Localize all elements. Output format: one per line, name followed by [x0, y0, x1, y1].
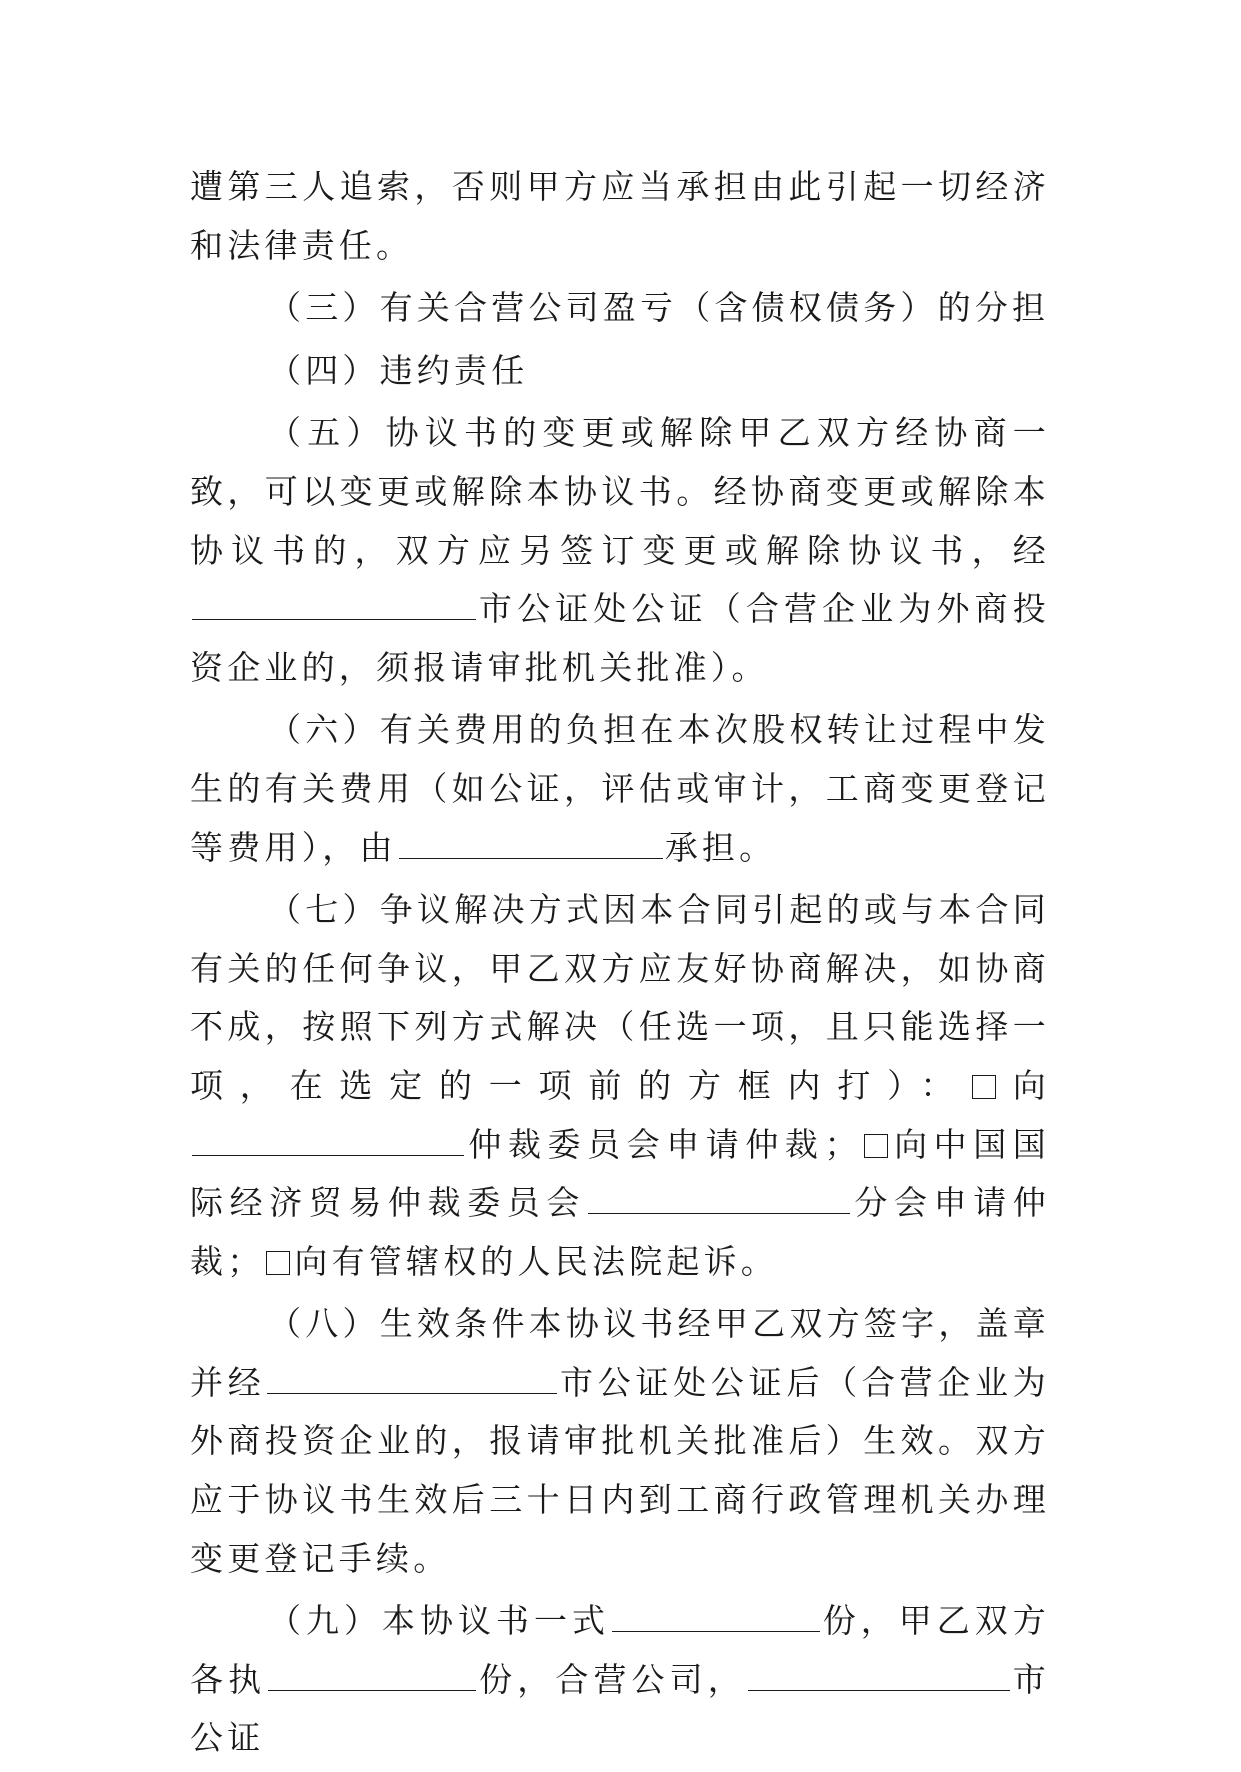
paragraph-liability-continued: [190, 158, 1050, 275]
fill-in-blank-effect-notary-city[interactable]: [267, 1363, 557, 1394]
text: （四）违约责任: [268, 350, 529, 390]
checkbox-court-litigation[interactable]: [266, 1251, 290, 1275]
text: 市公证: [190, 1659, 1050, 1758]
text: 遭第三人追索，否则甲方应当承担由此引起一切经济和法律责任。: [190, 167, 1050, 265]
text: 向有管辖权的人民法院起诉。: [294, 1241, 779, 1281]
paragraph-amendment-termination: [190, 404, 1050, 697]
text: 份，甲乙双方各执: [190, 1601, 1050, 1699]
text: 市公证处公证（合营企业为外商投资企业的，须报请审批机关批准）。: [190, 589, 1050, 687]
paragraph-copies: [190, 1592, 1050, 1768]
text: （九）本协议书一式: [268, 1601, 610, 1641]
paragraph-profit-loss-sharing: [190, 279, 1050, 338]
paragraph-breach-liability: [190, 342, 1050, 401]
text: 向中国国际经济贸易仲裁委员会: [190, 1124, 1051, 1223]
fill-in-blank-cietac-branch[interactable]: [588, 1183, 850, 1214]
text: （七）争议解决方式因本合同引起的或与本合同有关的任何争议，甲乙双方应友好协商解决，如协商不成，按照下列方式解决（任选一项，且只能选择一项，在选定的一项前的方框内打）：: [190, 890, 1050, 1105]
text: （五）协议书的变更或解除甲乙双方经协商一致，可以变更或解除本协议书。经协商变更或解除本协议书的，双方应另签订变更或解除协议书，经: [190, 413, 1050, 570]
text: 向: [1000, 1065, 1050, 1105]
text: 仲裁委员会申请仲裁；: [466, 1124, 862, 1164]
document-page: [190, 158, 1050, 1772]
text: 承担。: [664, 827, 777, 867]
fill-in-blank-arbitration-commission[interactable]: [192, 1125, 464, 1156]
paragraph-dispute-resolution: [190, 881, 1050, 1291]
text: 分会申请仲裁；: [190, 1183, 1051, 1281]
text: （六）有关费用的负担在本次股权转让过程中发生的有关费用（如公证，评估或审计，工商变更登记等费用），由: [190, 710, 1050, 867]
checkbox-local-arbitration[interactable]: [972, 1075, 996, 1099]
paragraph-expense-bearing: [190, 701, 1050, 877]
fill-in-blank-copies-notary-city[interactable]: [748, 1660, 1010, 1691]
fill-in-blank-expense-party[interactable]: [399, 828, 663, 859]
fill-in-blank-copies-each[interactable]: [268, 1660, 476, 1691]
text: （八）生效条件本协议书经甲乙双方签字，盖章并经: [190, 1304, 1050, 1402]
fill-in-blank-total-copies[interactable]: [612, 1601, 820, 1632]
text: 份，合营公司，: [478, 1659, 746, 1699]
paragraph-effectiveness: [190, 1295, 1050, 1588]
fill-in-blank-notary-city[interactable]: [192, 589, 476, 620]
checkbox-cietac-arbitration[interactable]: [864, 1134, 888, 1158]
text: （三）有关合营公司盈亏（含债权债务）的分担: [268, 288, 1050, 328]
text: 市公证处公证后（合营企业为外商投资企业的，报请审批机关批准后）生效。双方应于协议书生效后三十日内到工商行政管理机关办理变更登记手续。: [190, 1362, 1050, 1578]
